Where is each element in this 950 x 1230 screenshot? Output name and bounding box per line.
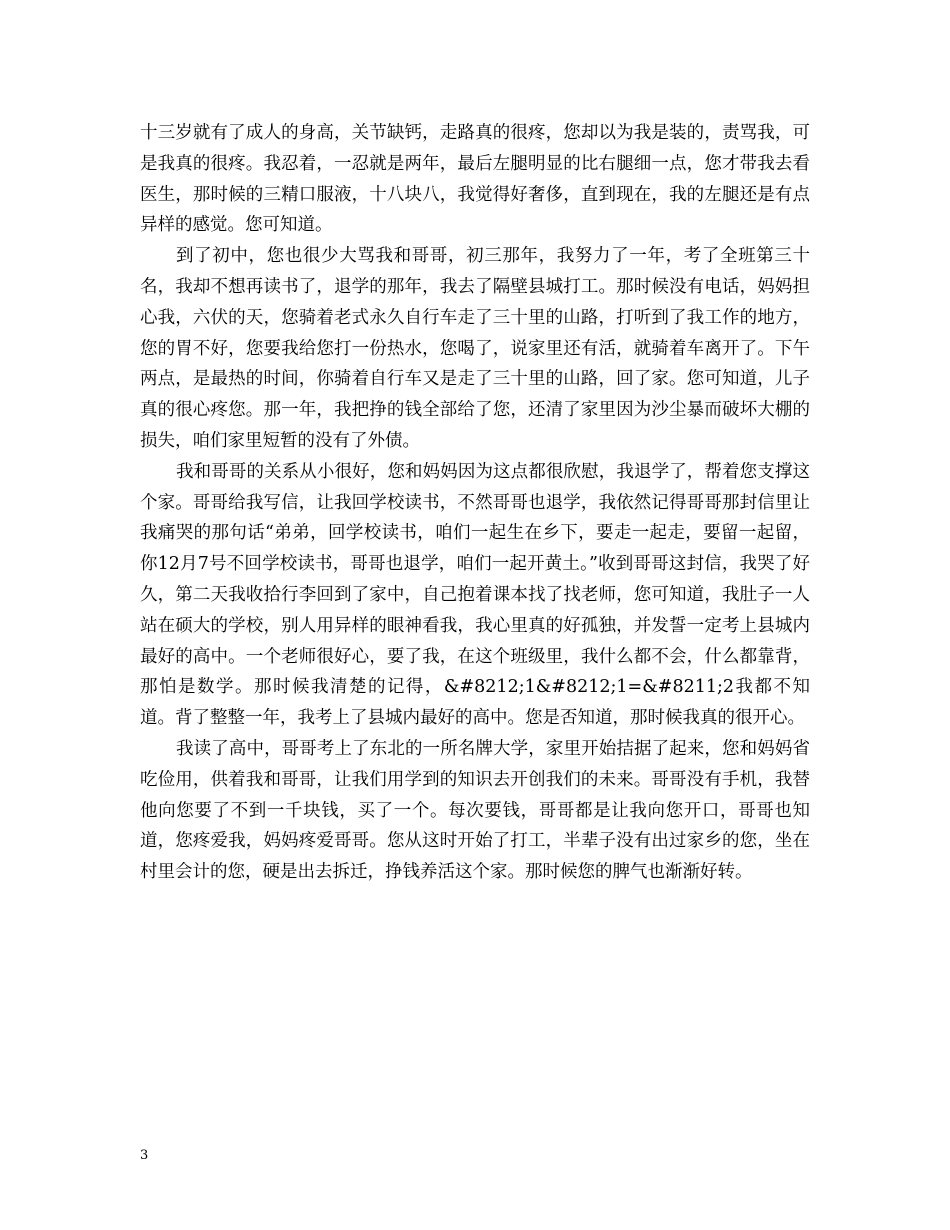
document-body [140, 118, 810, 888]
paragraph-4: 我读了高中，哥哥考上了东北的一所名牌大学，家里开始拮据了起来，您和妈妈省吃俭用，供着我和哥哥，让我们用学到的知识去开创我们的未来。哥哥没有手机，我替他向您要了不到一千块钱，买了一个。每次要钱，哥哥都是让我向您开口，哥哥也知道，您疼爱我，妈妈疼爱哥哥。您从这时开始了打工，半辈子没有出过家乡的您，坐在村里会计的您，硬是出去拆迁，挣钱养活这个家。那时候您的脾气也渐渐好转。 [140, 738, 810, 883]
paragraph-2: 到了初中，您也很少大骂我和哥哥，初三那年，我努力了一年，考了全班第三十名，我却不想再读书了，退学的那年，我去了隔壁县城打工。那时候没有电话，妈妈担心我，六伏的天，您骑着老式永久自行车走了三十里的山路，打听到了我工作的地方，您的胃不好，您要我给您打一份热水，您喝了，说家里还有活，就骑着车离开了。下午两点，是最热的时间，你骑着自行车又是走了三十里的山路，回了家。您可知道，儿子真的很心疼您。那一年，我把挣的钱全部给了您，还清了家里因为沙尘暴而破坏大棚的损失，咱们家里短暂的没有了外债。 [140, 246, 810, 451]
paragraph-3: 我和哥哥的关系从小很好，您和妈妈因为这点都很欣慰，我退学了，帮着您支撑这个家。哥哥给我写信，让我回学校读书，不然哥哥也退学，我依然记得哥哥那封信里让我痛哭的那句话“弟弟，回学校读书，咱们一起生在乡下，要走一起走，要留一起留，你12月7号不回学校读书，哥哥也退学，咱们一起开黄土。”收到哥哥这封信，我哭了好久，第二天我收拾行李回到了家中，自己抱着课本找了找老师，您可知道，我肚子一人站在硕大的学校，别人用异样的眼神看我，我心里真的好孤独，并发誓一定考上县城内最好的高中。一个老师很好心，要了我，在这个班级里，我什么都不会，什么都靠背，那怕是数学。那时候我清楚的记得，&#8212;1&#8212;1=&#8211;2我都不知道。背了整整一年，我考上了县城内最好的高中。您是否知道，那时候我真的很开心。 [140, 461, 810, 729]
paragraph-1: 十三岁就有了成人的身高，关节缺钙，走路真的很疼，您却以为我是装的，责骂我，可是我真的很疼。我忍着，一忍就是两年，最后左腿明显的比右腿细一点，您才带我去看医生，那时候的三精口服液，十八块八，我觉得好奢侈，直到现在，我的左腿还是有点异样的感觉。您可知道。 [140, 123, 810, 236]
page-number: 3 [140, 1148, 149, 1163]
